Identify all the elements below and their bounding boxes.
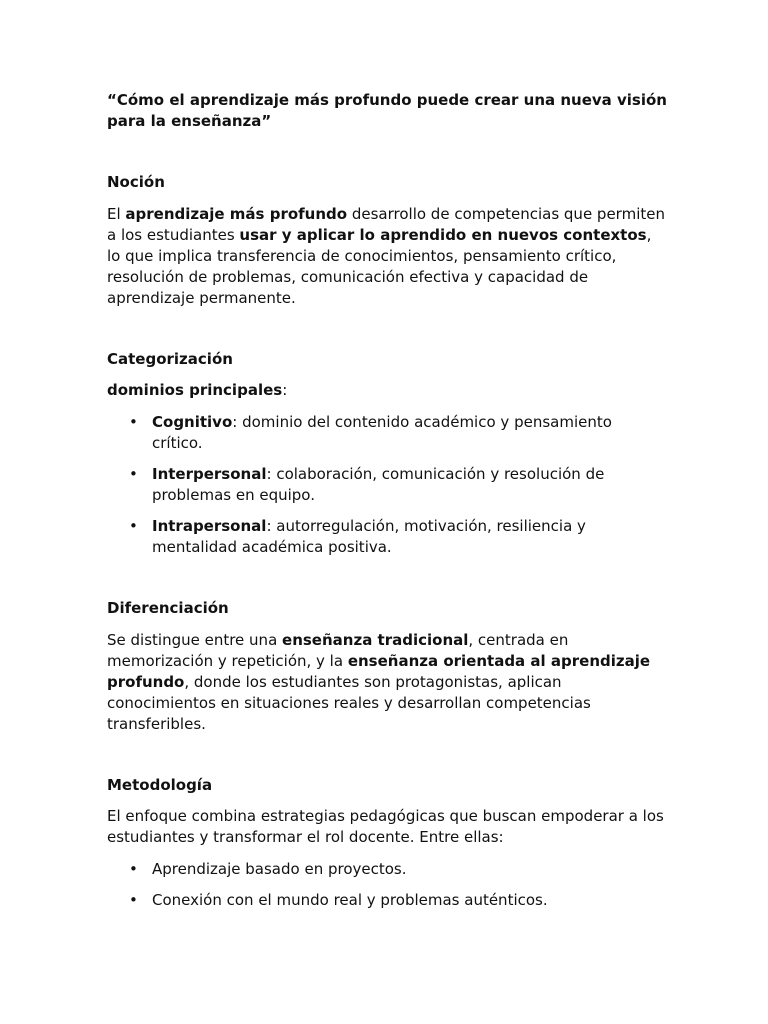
diferenciacion-text-2: , centrada en memorización y repetición, y la bbox=[107, 631, 569, 670]
list-item-term: Interpersonal bbox=[152, 465, 267, 483]
list-item bbox=[107, 412, 667, 454]
bullet-icon: • bbox=[129, 517, 138, 535]
bullet-icon: • bbox=[129, 891, 138, 909]
metodologia-list bbox=[107, 859, 667, 921]
diferenciacion-text-1: Se distingue entre una bbox=[107, 631, 283, 649]
list-item-text: : autorregulación, motivación, resiliencia y mentalidad académica positiva. bbox=[152, 517, 586, 556]
nocion-bold-2: usar y aplicar lo aprendido en nuevos contextos bbox=[239, 226, 647, 244]
paragraph-metodologia: El enfoque combina estrategias pedagógicas que buscan empoderar a los estudiantes y transformar el rol docente. Entre ellas: bbox=[107, 807, 664, 846]
bullet-icon: • bbox=[129, 413, 138, 431]
subheading-dominios bbox=[107, 380, 667, 401]
paragraph-nocion bbox=[107, 204, 667, 309]
heading-metodologia: Metodología bbox=[107, 776, 213, 794]
nocion-text-3: , lo que implica transferencia de conocimientos, pensamiento crítico, resolución de problemas, comunicación efectiva y capacidad de aprendizaje permanente. bbox=[107, 226, 652, 307]
heading-nocion: Noción bbox=[107, 173, 165, 191]
list-item bbox=[107, 890, 667, 911]
list-item-term: Cognitivo bbox=[152, 413, 233, 431]
list-item-text: Conexión con el mundo real y problemas auténticos. bbox=[152, 891, 548, 909]
paragraph-diferenciacion bbox=[107, 630, 667, 735]
nocion-bold-1: aprendizaje más profundo bbox=[125, 205, 348, 223]
list-item-term: Intrapersonal bbox=[152, 517, 267, 535]
list-item bbox=[107, 516, 667, 558]
diferenciacion-bold-1: enseñanza tradicional bbox=[282, 631, 469, 649]
dominios-bold: dominios principales bbox=[107, 381, 283, 399]
nocion-text-2: desarrollo de competencias que permiten a los estudiantes bbox=[107, 205, 665, 244]
heading-diferenciacion: Diferenciación bbox=[107, 599, 229, 617]
diferenciacion-bold-2: enseñanza orientada al aprendizaje profundo bbox=[107, 652, 651, 691]
list-item bbox=[107, 464, 667, 506]
list-item-text: : colaboración, comunicación y resolución de problemas en equipo. bbox=[152, 465, 605, 504]
nocion-text-1: El bbox=[107, 205, 126, 223]
bullet-icon: • bbox=[129, 860, 138, 878]
diferenciacion-text-3: , donde los estudiantes son protagonistas, aplican conocimientos en situaciones reales y desarrollan competencias transferibles. bbox=[107, 673, 591, 733]
list-item-text: : dominio del contenido académico y pensamiento crítico. bbox=[152, 413, 612, 452]
dominios-list bbox=[107, 412, 667, 568]
dominios-colon: : bbox=[282, 381, 288, 399]
list-item bbox=[107, 859, 667, 880]
list-item-text: Aprendizaje basado en proyectos. bbox=[152, 860, 407, 878]
document-title: “Cómo el aprendizaje más profundo puede crear una nueva visión para la enseñanza” bbox=[107, 91, 667, 130]
bullet-icon: • bbox=[129, 465, 138, 483]
heading-categorizacion: Categorización bbox=[107, 350, 233, 368]
